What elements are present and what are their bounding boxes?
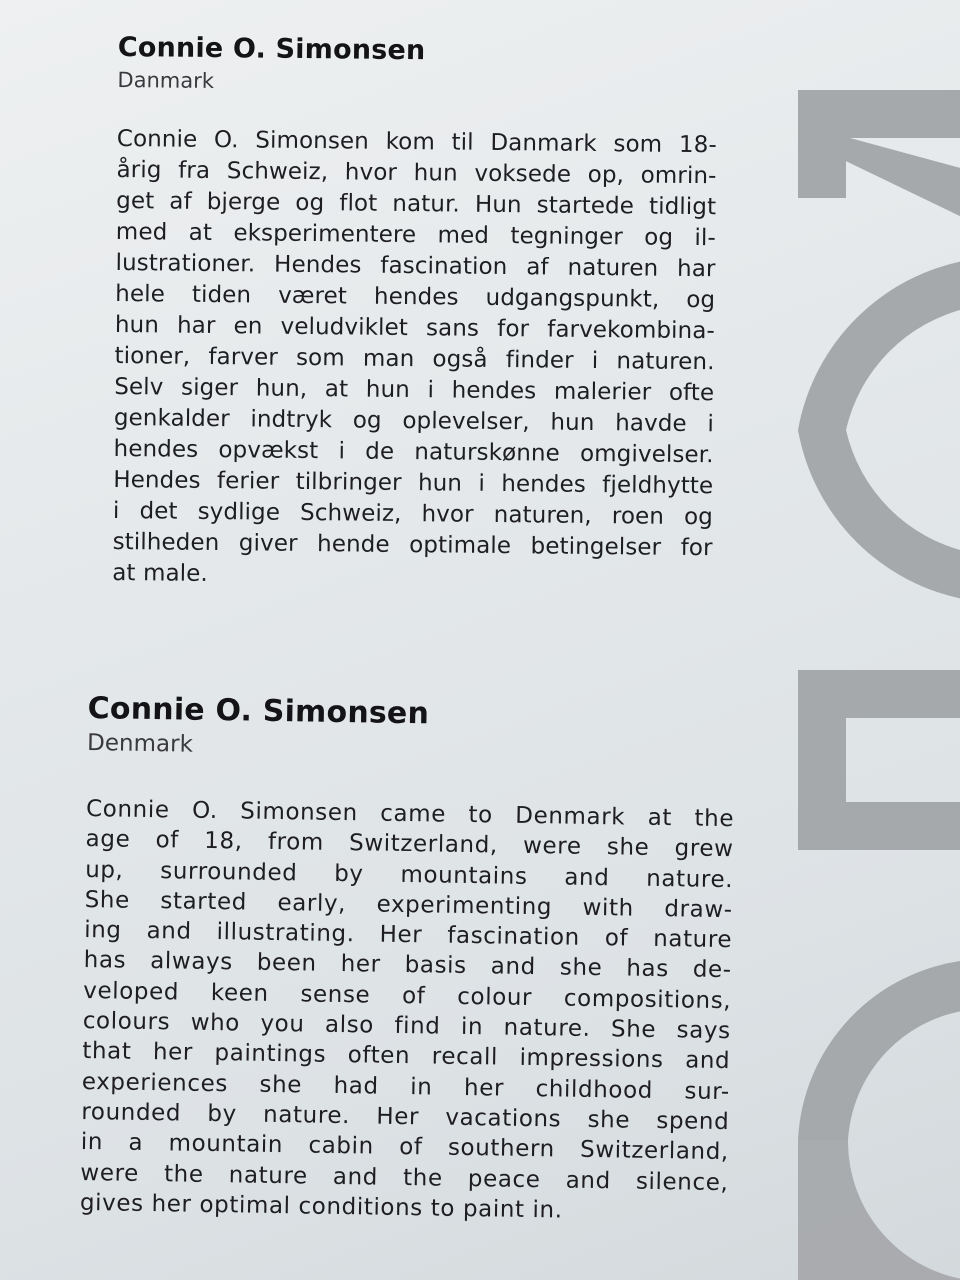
bio-line: veloped keen sense of colour compositions, — [83, 977, 732, 1014]
bio-line: She started early, experimenting with draw- — [84, 886, 733, 924]
bio-line: Connie O. Simonsen came to Denmark at the — [85, 795, 735, 833]
bio-line: get af bjerge og flot natur. Hun startede tidligt — [116, 187, 717, 221]
bio-line: Connie O. Simonsen kom til Danmark som 18- — [116, 125, 717, 159]
artist-country-en: Denmark — [86, 729, 194, 758]
bio-paragraph-da — [112, 124, 717, 595]
bio-line: were the nature and the peace and silence, — [80, 1159, 729, 1196]
bio-line: age of 18, from Switzerland, were she grew — [85, 826, 734, 863]
bio-line: genkalder indtryk og oplevelser, hun havde i — [113, 404, 715, 438]
bio-line: hun har en veludviklet sans for farvekombina- — [114, 311, 716, 345]
bio-line: hendes opvækst i de naturskønne omgivelser. — [113, 435, 714, 469]
bio-line: at male. — [112, 559, 209, 587]
artist-country-da: Danmark — [117, 67, 215, 94]
bio-line: rounded by nature. Her vacations she spend — [81, 1098, 730, 1136]
bio-line: gives her optimal conditions to paint in. — [79, 1189, 563, 1224]
bio-line: stilheden giver hende optimale betingelser for — [112, 528, 713, 562]
bio-line: med at eksperimentere med tegninger og il- — [115, 218, 716, 252]
bio-paragraph-en — [80, 794, 735, 1228]
bio-line: Selv siger hun, at hun i hendes malerier ofte — [114, 373, 715, 407]
letterform-watermark-icon — [790, 30, 960, 1280]
bio-line: hele tiden været hendes udgangspunkt, og — [115, 280, 716, 314]
bio-line: i det sydlige Schweiz, hvor naturen, roen og — [112, 497, 714, 531]
artist-name-heading-da: Connie O. Simonsen — [117, 31, 426, 67]
bio-line: experiences she had in her childhood sur- — [81, 1068, 730, 1105]
bio-line: up, surrounded by mountains and nature. — [84, 856, 734, 893]
danish-artist-bio — [112, 30, 718, 595]
bio-line: tioner, farver som man også finder i naturen. — [114, 342, 715, 376]
bio-line: in a mountain cabin of southern Switzerland, — [80, 1129, 730, 1166]
english-artist-bio — [80, 690, 736, 1228]
artist-name-heading-en: Connie O. Simonsen — [87, 690, 430, 732]
bio-line: Hendes ferier tilbringer hun i hendes fjeldhytte — [113, 466, 714, 500]
bio-line: årig fra Schweiz, hvor hun voksede op, omrin- — [116, 156, 717, 190]
bio-line: that her paintings often recall impressions and — [82, 1038, 731, 1075]
bio-line: has always been her basis and she has de- — [83, 947, 732, 984]
bio-line: ing and illustrating. Her fascination of nature — [84, 917, 733, 954]
bio-line: colours who you also find in nature. She says — [82, 1008, 731, 1045]
bio-line: lustrationer. Hendes fascination af naturen har — [115, 249, 716, 283]
